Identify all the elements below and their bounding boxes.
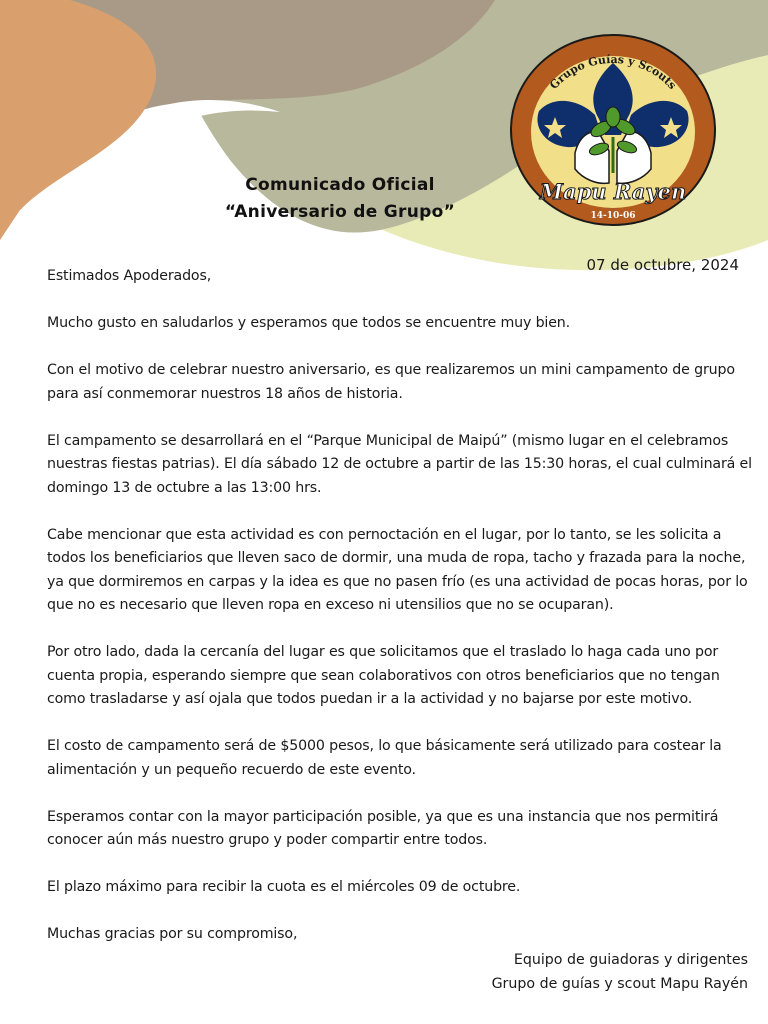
heading-line-2: “Aniversario de Grupo”	[224, 202, 456, 222]
logo-top-text: Grupo Guías y Scouts	[547, 52, 679, 92]
document-heading	[190, 172, 490, 226]
closing-line: Muchas gracias por su compromiso,	[47, 926, 298, 942]
letter-date: 07 de octubre, 2024	[586, 256, 739, 274]
paragraph-5: Por otro lado, dada la cercanía del lugar es que solicitamos que el traslado lo haga cada uno por cuenta propia, esperando siempre que sean colaborativos con otros beneficiarios que no tengan como trasladarse y así ojala que todos puedan ir a la actividad y no bajarse por este motivo.	[47, 644, 720, 707]
group-logo	[509, 33, 717, 227]
paragraph-2: Con el motivo de celebrar nuestro aniversario, es que realizaremos un mini campamento de grupo para así conmemorar nuestros 18 años de historia.	[47, 362, 735, 402]
greeting: Estimados Apoderados,	[47, 268, 212, 284]
wave-orange	[0, 0, 156, 240]
paragraph-6: El costo de campamento será de $5000 pesos, lo que básicamente será utilizado para costear la alimentación y un pequeño recuerdo de este evento.	[47, 738, 722, 778]
logo-name: Mapu Rayen	[539, 179, 687, 204]
paragraph-7: Esperamos contar con la mayor participación posible, ya que es una instancia que nos permitirá conocer aún más nuestro grupo y poder compartir entre todos.	[47, 808, 719, 848]
signature-line-2: Grupo de guías y scout Mapu Rayén	[491, 976, 748, 992]
letter-body	[47, 265, 753, 970]
logo-founding-date: 14-10-06	[590, 211, 636, 221]
signature-block	[492, 948, 748, 996]
paragraph-8: El plazo máximo para recibir la cuota es el miércoles 09 de octubre.	[47, 879, 521, 895]
signature-line-1: Equipo de guiadoras y dirigentes	[513, 952, 748, 968]
paragraph-1: Mucho gusto en saludarlos y esperamos que todos se encuentre muy bien.	[47, 315, 570, 331]
paragraph-4: Cabe mencionar que esta actividad es con pernoctación en el lugar, por lo tanto, se les solicita a todos los beneficiarios que lleven saco de dormir, una muda de ropa, tacho y frazada para la noche, ya que dormiremos en carpas y la idea es que no pasen frío (es una actividad de pocas horas, por lo que no es necesario que lleven ropa en exceso ni utensilios que no se ocuparan).	[47, 526, 748, 613]
paragraph-3: El campamento se desarrollará en el “Parque Municipal de Maipú” (mismo lugar en el celebramos nuestras fiestas patrias). El día sábado 12 de octubre a partir de las 15:30 horas, el cual culminará el domingo 13 de octubre a las 13:00 hrs.	[47, 432, 752, 496]
heading-line-1: Comunicado Oficial	[245, 175, 435, 195]
